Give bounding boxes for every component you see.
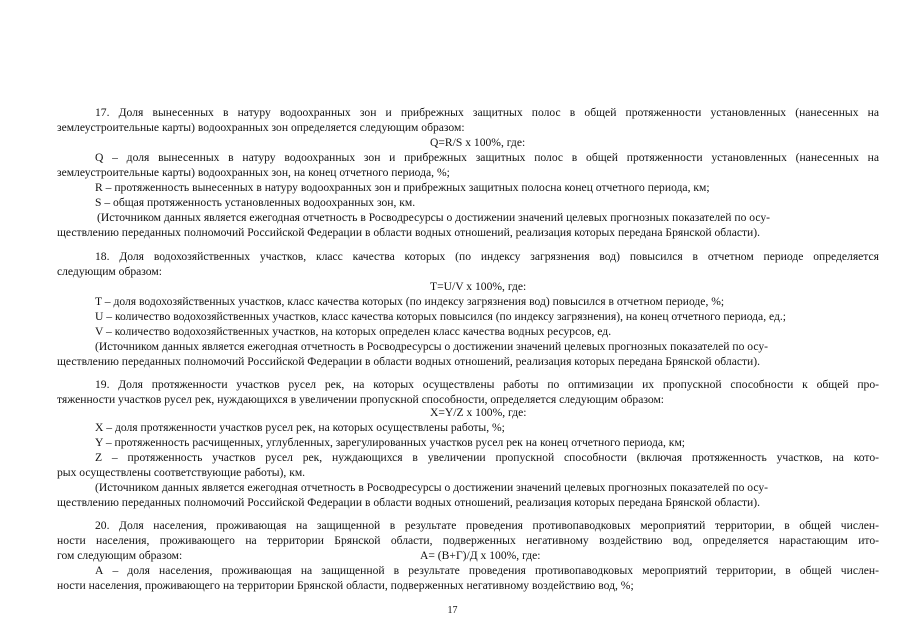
section-19-source-line-2: ществлению переданных полномочий Российской Федерации в области водных отношений, реализация которых передана Брянской области). xyxy=(57,496,761,509)
section-19-def-y: Y – протяженность расчищенных, углубленных, зарегулированных участков русел рек на конец отчетного периода, км; xyxy=(95,436,685,449)
section-18-def-v: V – количество водохозяйственных участков, на которых определен класс качества водных ресурсов, ед. xyxy=(95,325,612,338)
section-19-def-z-line-1: Z – протяженность участков русел рек, нуждающихся в увеличении пропускной способности (включая протяженность участков, на кото- xyxy=(95,451,879,464)
section-20-def-a-line-1: А – доля населения, проживающая на защищенной в результате проведения противопаводковых мероприятий территории, в общей числен- xyxy=(95,564,879,577)
section-17-formula: Q=R/S х 100%, где: xyxy=(430,136,526,149)
section-19-def-z-line-2: рых осуществлены соответствующие работы), км. xyxy=(57,466,306,479)
section-18-def-t: T – доля водохозяйственных участков, класс качества которых (по индексу загрязнения вод) повысился в отчетном периоде, %; xyxy=(95,295,725,308)
section-18-source-line-2: ществлению переданных полномочий Российской Федерации в области водных отношений, реализация которых передана Брянской области). xyxy=(57,355,761,368)
section-20-def-a-line-2: ности населения, проживающего на территории Брянской области, подверженных негативному воздействию вод, %; xyxy=(57,579,634,592)
section-17-source-line-1: (Источником данных является ежегодная отчетность в Росводресурсы о достижении значений целевых прогнозных показателей по осу- xyxy=(97,211,771,224)
section-19-intro-line-2: тяженности участков русел рек, нуждающихся в увеличении пропускной способности, определяется следующим образом: xyxy=(57,393,665,406)
section-19-formula: X=Y/Z х 100%, где: xyxy=(430,406,527,419)
section-18-source-line-1: (Источником данных является ежегодная отчетность в Росводресурсы о достижении значений целевых прогнозных показателей по осу- xyxy=(95,340,769,353)
section-17-def-r: R – протяженность вынесенных в натуру водоохранных зон и прибрежных защитных полосна конец отчетного периода, км; xyxy=(95,181,710,194)
section-17-intro-line-2: землеустроительные карты) водоохранных зон определяется следующим образом: xyxy=(57,121,465,134)
section-19-source-line-1: (Источником данных является ежегодная отчетность в Росводресурсы о достижении значений целевых прогнозных показателей по осу- xyxy=(95,481,769,494)
section-17-intro-line-1: 17. Доля вынесенных в натуру водоохранных зон и прибрежных защитных полос в общей протяженности установленных (нанесенных на xyxy=(95,106,879,119)
section-18-def-u: U – количество водохозяйственных участков, класс качества которых повысился (по индексу загрязнения), на конец отчетного периода, ед.; xyxy=(95,310,787,323)
section-19-def-x: X – доля протяженности участков русел рек, на которых осуществлены работы, %; xyxy=(95,421,505,434)
section-17-def-q-line-2: землеустроительные карты) водоохранных зон, на конец отчетного периода, %; xyxy=(57,166,450,179)
section-18-intro-line-1: 18. Доля водохозяйственных участков, класс качества которых (по индексу загрязнения вод) повысился в отчетном периоде определяется xyxy=(95,250,879,263)
section-20-intro-line-2: ности населения, проживающего на территории Брянской области, подверженных негативному воздействию вод, определяется нарастающим ито- xyxy=(57,534,879,547)
section-20-formula: А= (В+Г)/Д х 100%, где: xyxy=(420,549,541,562)
section-20-intro-line-1: 20. Доля населения, проживающая на защищенной в результате проведения противопаводковых мероприятий территории, в общей числен- xyxy=(95,519,879,532)
section-18-formula: T=U/V х 100%, где: xyxy=(430,280,527,293)
section-18-intro-line-2: следующим образом: xyxy=(57,265,162,278)
section-17-source-line-2: ществлению переданных полномочий Российской Федерации в области водных отношений, реализация которых передана Брянской области). xyxy=(57,226,761,239)
section-17-def-q-line-1: Q – доля вынесенных в натуру водоохранных зон и прибрежных защитных полос в общей протяженности установленных (нанесенных на xyxy=(95,151,879,164)
section-17-def-s: S – общая протяженность установленных водоохранных зон, км. xyxy=(95,196,416,209)
page-number: 17 xyxy=(447,605,458,616)
section-19-intro-line-1: 19. Доля протяженности участков русел рек, на которых осуществлены работы по оптимизации их пропускной способности к общей про- xyxy=(95,378,879,391)
section-20-intro-line-3: гом следующим образом: xyxy=(57,549,183,562)
